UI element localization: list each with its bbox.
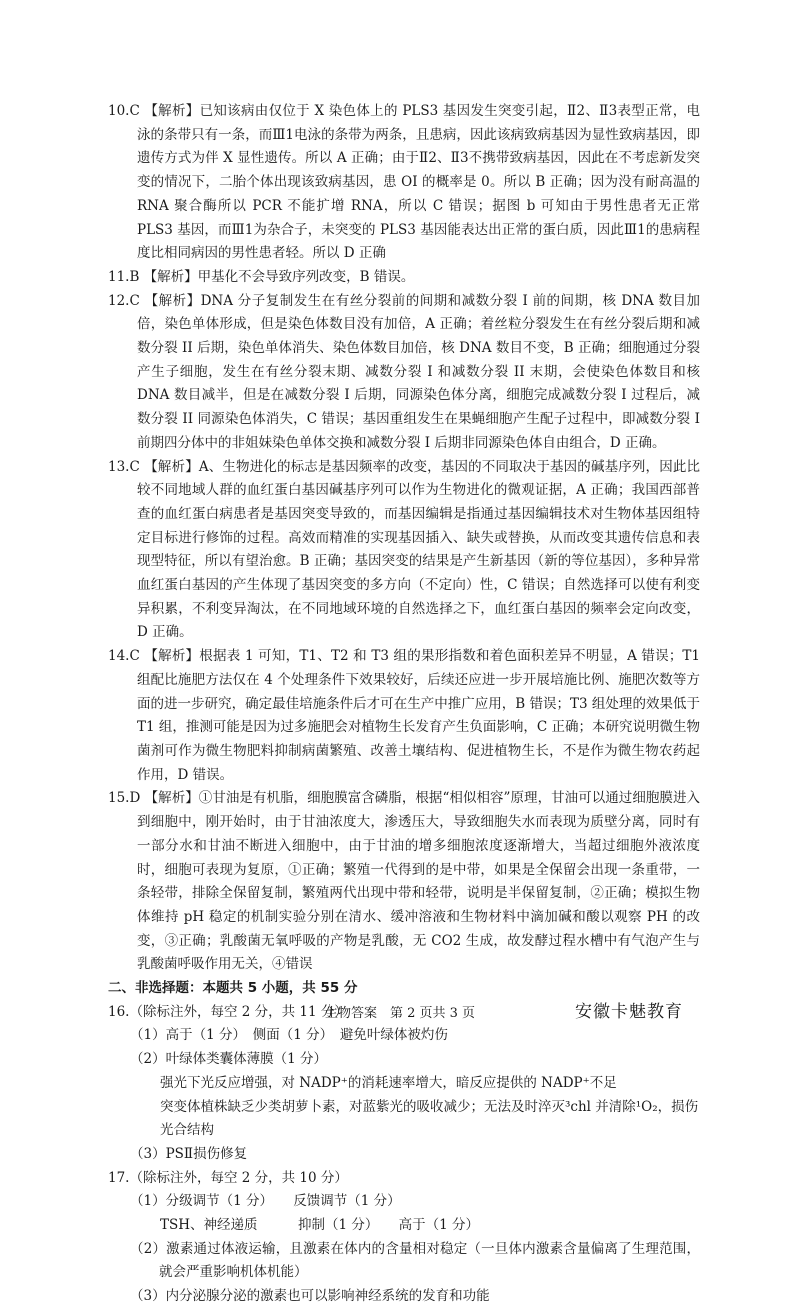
brand-watermark: 安徽卡魅教育 (575, 1002, 683, 1022)
q16-answer-2: （2）叶绿体类囊体薄膜（1 分） (130, 1051, 327, 1068)
answer-q12: 12.C 【解析】DNA 分子复制发生在有丝分裂前的间期和减数分裂 I 前的间期，核 DNA 数目加倍，染色单体形成，但是染色体数目没有加倍，A 正确；着丝粒分裂发生在有丝分裂后期和减数分裂 II 后期，染色单体消失、染色体数目加倍，核 DNA 数目不变，B 正确；细胞通过分裂产生子细胞，发生在有丝分裂末期、减数分裂 I 和减数分裂 II 末期，会使染色体数目和核 DNA 数目减半，但是在减数分裂 I 后期，同源染色体分离，细胞完成减数分裂 I 过程后，减数分裂 II 同源染色体消失，C 错误；基因重组发生在果蝇细胞产生配子过程中，即减数分裂 I 前期四分体中的非姐妹染色单体交换和减数分裂 I 后期非同源染色体自由组合，D 正确。 (108, 292, 700, 451)
answer-q15: 15.D 【解析】①甘油是有机脂，细胞膜富含磷脂，根据“相似相容”原理，甘油可以通过细胞膜进入到细胞中，刚开始时，由于甘油浓度大，渗透压大，导致细胞失水而表现为质壁分离，同时有一部分水和甘油不断进入细胞中，由于甘油的增多细胞浓度逐渐增大，当超过细胞外液浓度时，细胞可表现为复原，①正确；繁殖一代得到的是中带，如果是全保留会出现一条重带，一条轻带，排除全保留复制，繁殖两代出现中带和轻带，说明是半保留复制，②正确；模拟生物体维持 pH 稳定的机制实验分别在清水、缓冲溶液和生物材料中滴加碱和酸以观察 PH 的改变，③正确；乳酸菌无氧呼吸的产物是乳酸，无 CO2 生成，故发酵过程水槽中有气泡产生与乳酸菌呼吸作用无关，④错误 (108, 790, 700, 973)
q16-answer-1: （1）高于（1 分） 侧面（1 分） 避免叶绿体被灼伤 (130, 1027, 448, 1044)
q16-header: 16.（除标注外，每空 2 分，共 11 分） (108, 1003, 348, 1020)
q17-answer-2: （2）激素通过体液运输，且激素在体内的含量相对稳定（一旦体内激素含量偏离了生理范围，就会严重影响机体机能） (130, 1240, 700, 1281)
answer-q13: 13.C 【解析】A、生物进化的标志是基因频率的改变，基因的不同取决于基因的碱基序列，因此比较不同地域人群的血红蛋白基因碱基序列可以作为生物进化的微观证据，A 正确；我国西部普查的血红蛋白病患者是基因突变导致的，而基因编辑是指通过基因编辑技术对生物体基因组特定目标进行修饰的过程。高效而精准的实现基因插入、缺失或替换，从而改变其遗传信息和表现型特征，所以有望治愈。B 正确；基因突变的结果是产生新基因（新的等位基因），多种异常血红蛋白基因的产生体现了基因突变的多方向（不定向）性，C 错误；自然选择可以使有利变异积累，不利变异淘汰，在不同地域环境的自然选择之下，血红蛋白基因的频率会定向改变，D 正确。 (108, 458, 700, 641)
q17-answer-1: （1）分级调节（1 分） 反馈调节（1 分） (130, 1193, 401, 1210)
q17-header: 17.（除标注外，每空 2 分，共 10 分） (108, 1169, 348, 1186)
q16-answer-2-line-1: 强光下光反应增强，对 NADP⁺的消耗速率增大，暗反应提供的 NADP⁺不足 (160, 1074, 617, 1091)
q16-answer-3: （3）PSⅡ损伤修复 (130, 1145, 248, 1162)
q16-answer-2-line-2: 突变体植株缺乏少类胡萝卜素，对蓝紫光的吸收减少；无法及时淬灭³chl 并清除¹O₂，损伤光合结构 (160, 1098, 699, 1139)
page-number-label: 生物答案 第 2 页共 3 页 (324, 1006, 476, 1021)
answer-q10: 10.C 【解析】已知该病由仅位于 X 染色体上的 PLS3 基因发生突变引起，Ⅱ2、Ⅱ3表型正常，电泳的条带只有一条，而Ⅲ1电泳的条带为两条，且患病，因此该病致病基因为显性致病基因，即遗传方式为伴 X 显性遗传。所以 A 正确；由于Ⅱ2、Ⅱ3不携带致病基因，因此在不考虑新发突变的情况下，二胎个体出现该致病基因，患 OI 的概率是 0。所以 B 正确；因为没有耐高温的 RNA 聚合酶所以 PCR 不能扩增 RNA，所以 C 错误；据图 b 可知由于男性患者无正常 PLS3 基因，而Ⅲ1为杂合子，未突变的 PLS3 基因能表达出正常的蛋白质，因此Ⅲ1的患病程度比相同病因的男性患者轻。所以 D 正确 (108, 103, 700, 262)
section-title: 二、非选择题：本题共 5 小题，共 55 分 (108, 980, 358, 997)
q17-answer-1-line-1: TSH、神经递质 抑制（1 分） 高于（1 分） (160, 1217, 480, 1234)
answer-q14: 14.C 【解析】根据表 1 可知，T1、T2 和 T3 组的果形指数和着色面积差异不明显，A 错误；T1 组配比施肥方法仅在 4 个处理条件下效果较好，后续还应进一步开展培施比例、施肥次数等方面的进一步研究，确定最佳培施条件后才可在生产中推广应用，B 错误；T3 组处理的效果低于 T1 组，推测可能是因为过多施肥会对植物生长发育产生负面影响，C 正确；本研究说明微生物菌剂可作为微生物肥料抑制病菌繁殖、改善土壤结构、促进植物生长，不是作为微生物农药起作用，D 错误。 (108, 648, 701, 783)
q17-answer-3: （3）内分泌腺分泌的激素也可以影响神经系统的发育和功能 (130, 1288, 490, 1305)
answer-q11: 11.B 【解析】甲基化不会导致序列改变，B 错误。 (108, 268, 415, 285)
answer-content (108, 100, 700, 1309)
